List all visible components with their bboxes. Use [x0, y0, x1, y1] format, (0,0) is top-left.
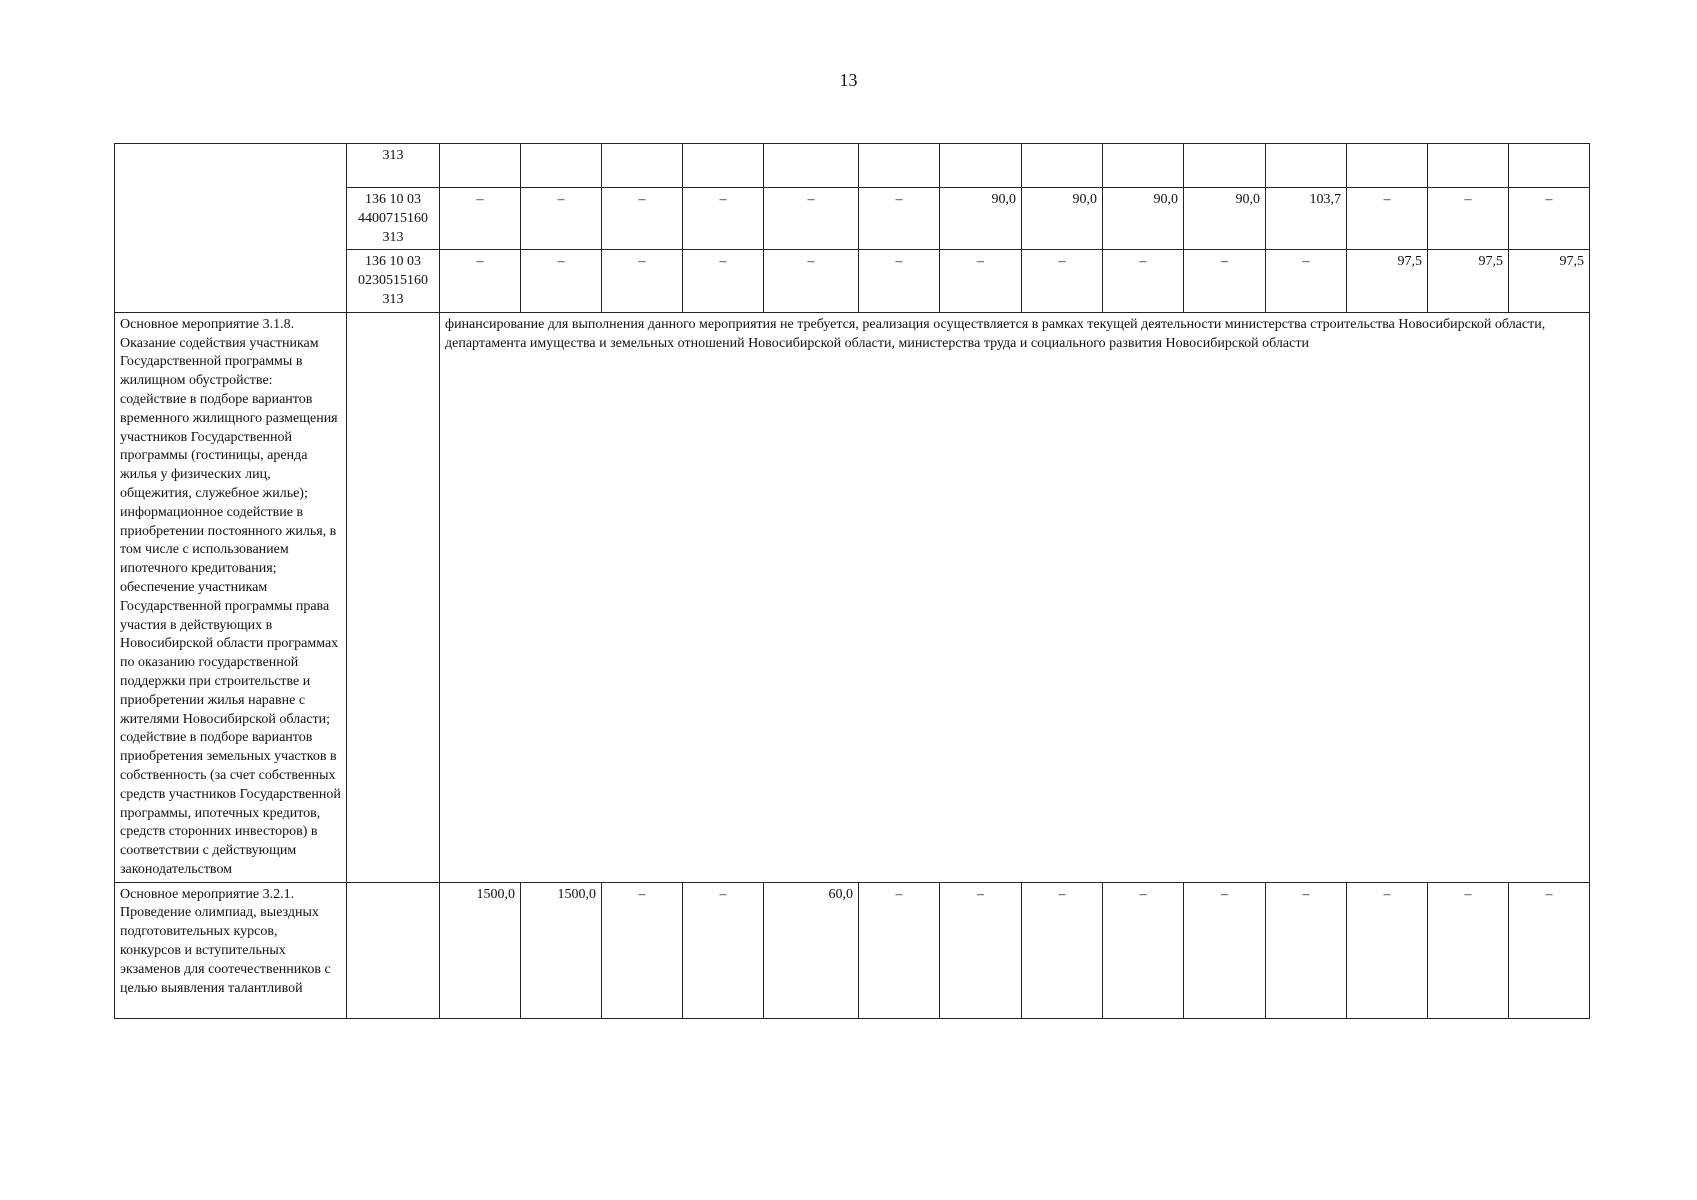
value-cell: –	[602, 250, 683, 312]
value-cell	[683, 144, 764, 188]
value-cell: –	[940, 250, 1022, 312]
value-cell	[1428, 144, 1509, 188]
budget-code-cell	[347, 882, 440, 1018]
value-cell: –	[859, 188, 940, 250]
budget-code-cell	[347, 312, 440, 882]
value-cell: –	[1347, 882, 1428, 1018]
budget-code-cell: 136 10 03 4400715160 313	[347, 188, 440, 250]
value-cell	[440, 144, 521, 188]
value-cell: 97,5	[1509, 250, 1590, 312]
value-cell	[940, 144, 1022, 188]
measure-description-cell: Основное мероприятие 3.2.1. Проведение олимпиад, выездных подготовительных курсов, конкурсов и вступительных экзаменов для соотечественников с целью выявления талантливой	[115, 882, 347, 1018]
value-cell: –	[602, 188, 683, 250]
value-cell: –	[859, 882, 940, 1018]
value-cell	[521, 144, 602, 188]
value-cell	[1347, 144, 1428, 188]
value-cell	[1022, 144, 1103, 188]
value-cell: –	[1103, 250, 1184, 312]
value-cell: –	[1428, 188, 1509, 250]
value-cell: –	[602, 882, 683, 1018]
empty-desc-cell	[115, 144, 347, 313]
value-cell: –	[940, 882, 1022, 1018]
value-cell: –	[683, 188, 764, 250]
value-cell	[1103, 144, 1184, 188]
value-cell: 1500,0	[440, 882, 521, 1018]
value-cell: –	[1103, 882, 1184, 1018]
value-cell: –	[1266, 250, 1347, 312]
value-cell	[1266, 144, 1347, 188]
value-cell: –	[859, 250, 940, 312]
value-cell: 60,0	[764, 882, 859, 1018]
value-cell: –	[1022, 882, 1103, 1018]
value-cell: –	[1184, 250, 1266, 312]
value-cell: 1500,0	[521, 882, 602, 1018]
value-cell: –	[1347, 188, 1428, 250]
value-cell: 90,0	[1022, 188, 1103, 250]
value-cell: 97,5	[1428, 250, 1509, 312]
budget-code-cell: 313	[347, 144, 440, 188]
value-cell: 103,7	[1266, 188, 1347, 250]
value-cell: –	[1266, 882, 1347, 1018]
value-cell: –	[683, 882, 764, 1018]
value-cell: –	[440, 188, 521, 250]
value-cell: –	[1022, 250, 1103, 312]
value-cell: –	[1428, 882, 1509, 1018]
value-cell	[1184, 144, 1266, 188]
value-cell	[1509, 144, 1590, 188]
value-cell: 90,0	[1184, 188, 1266, 250]
budget-code-cell: 136 10 03 0230515160 313	[347, 250, 440, 312]
funding-note-cell: финансирование для выполнения данного мероприятия не требуется, реализация осуществляется в рамках текущей деятельности министерства строительства Новосибирской области, департамента имущества и земельных отношений Новосибирской области, министерства труда и социального развития Новосибирской области	[440, 312, 1590, 882]
value-cell: 97,5	[1347, 250, 1428, 312]
value-cell	[764, 144, 859, 188]
measure-description-cell: Основное мероприятие 3.1.8. Оказание содействия участникам Государственной программы в жилищном обустройстве: содействие в подборе вариантов временного жилищного размещения участников Государственной программы (гостиницы, аренда жилья у физических лиц, общежития, служебное жилье); информационное содействие в приобретении постоянного жилья, в том числе с использованием ипотечного кредитования; обеспечение участникам Государственной программы права участия в действующих в Новосибирской области программах по оказанию государственной поддержки при строительстве и приобретении жилья наравне с жителями Новосибирской области; содействие в подборе вариантов приобретения земельных участков в собственность (за счет собственных средств участников Государственной программы, ипотечных кредитов, средств сторонних инвесторов) в соответствии с действующим законодательством	[115, 312, 347, 882]
value-cell: 90,0	[1103, 188, 1184, 250]
table-row	[115, 882, 1590, 1018]
table-row	[115, 144, 1590, 188]
value-cell: –	[764, 188, 859, 250]
value-cell: –	[521, 250, 602, 312]
page-number: 13	[839, 70, 858, 90]
value-cell: 90,0	[940, 188, 1022, 250]
value-cell: –	[1509, 188, 1590, 250]
value-cell: –	[1509, 882, 1590, 1018]
value-cell	[859, 144, 940, 188]
value-cell	[602, 144, 683, 188]
value-cell: –	[1184, 882, 1266, 1018]
value-cell: –	[683, 250, 764, 312]
value-cell: –	[440, 250, 521, 312]
value-cell: –	[521, 188, 602, 250]
program-table	[114, 143, 1590, 1019]
table-row	[115, 312, 1590, 882]
value-cell: –	[764, 250, 859, 312]
